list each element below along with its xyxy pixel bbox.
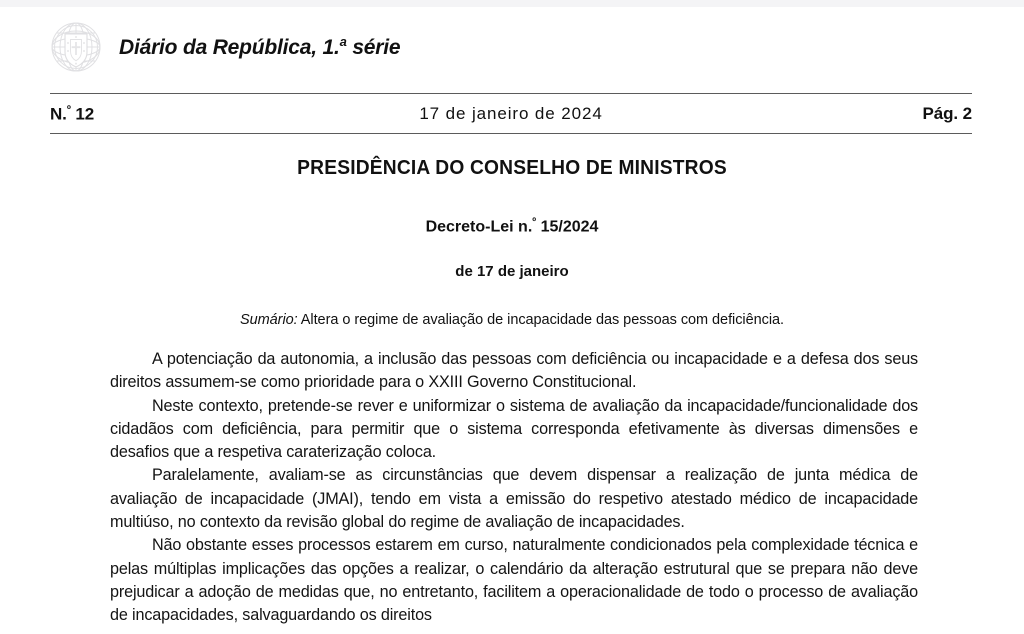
summary-text: Altera o regime de avaliação de incapacidade das pessoas com deficiência. bbox=[297, 312, 784, 328]
issue-number-value: 12 bbox=[70, 104, 95, 124]
top-gray-band bbox=[0, 0, 1024, 7]
header-rule-top bbox=[50, 93, 972, 94]
page-header-row bbox=[50, 101, 972, 127]
publication-date: 17 de janeiro de 2024 bbox=[419, 104, 603, 123]
masthead-title-tail: série bbox=[346, 36, 401, 59]
body-paragraph: Não obstante esses processos estarem em curso, naturalmente condicionados pela complexidade técnica e pelas múltiplas implicações das opções a realizar, o calendário da alteração estrutural que se prepara não deve prejudicar a adoção de medidas que, no entretanto, facilitem a operacionalidade de todo o processo de avaliação de incapacidades, salvaguardando os direitos bbox=[110, 536, 918, 625]
issue-number-ordinal: º bbox=[66, 103, 71, 116]
decree-identifier bbox=[0, 216, 1024, 236]
masthead bbox=[50, 21, 400, 73]
issuing-organ-title: PRESIDÊNCIA DO CONSELHO DE MINISTROS bbox=[297, 157, 727, 179]
portugal-coat-of-arms-icon bbox=[50, 21, 102, 73]
summary-line bbox=[0, 312, 1024, 328]
body-paragraph: Paralelamente, avaliam-se as circunstâncias que devem dispensar a realização de junta médica de avaliação de incapacidade (JMAI), tendo em vista a emissão do respetivo atestado médico de incapacidade multiúso, no contexto da revisão global do regime de avaliação de incapacidades. bbox=[110, 466, 918, 532]
header-rule-bottom bbox=[50, 133, 972, 134]
document-body bbox=[110, 348, 918, 628]
decree-date: de 17 de janeiro bbox=[455, 263, 569, 280]
decree-number: 15/2024 bbox=[536, 218, 599, 236]
decree-prefix: Decreto-Lei n. bbox=[425, 218, 533, 236]
page-number: Pág. 2 bbox=[922, 104, 972, 123]
masthead-title-main: Diário da República, 1. bbox=[119, 36, 340, 59]
body-paragraph: Neste contexto, pretende-se rever e uniformizar o sistema de avaliação da incapacidade/funcionalidade dos cidadãos com deficiência, para permitir que o sistema corresponda efetivamente às diversas dimensões e desafios que a respetiva caraterização coloca. bbox=[110, 396, 918, 462]
issue-number bbox=[50, 104, 94, 125]
body-paragraph: A potenciação da autonomia, a inclusão das pessoas com deficiência ou incapacidade e a defesa dos seus direitos assumem-se como prioridade para o XXIII Governo Constitucional. bbox=[110, 350, 918, 392]
decree-ordinal: º bbox=[532, 216, 537, 228]
summary-label: Sumário: bbox=[239, 312, 298, 328]
issue-number-label: N. bbox=[50, 104, 67, 124]
masthead-title-ordinal: a bbox=[339, 34, 347, 49]
document-page bbox=[0, 7, 1024, 634]
masthead-title bbox=[119, 34, 400, 60]
